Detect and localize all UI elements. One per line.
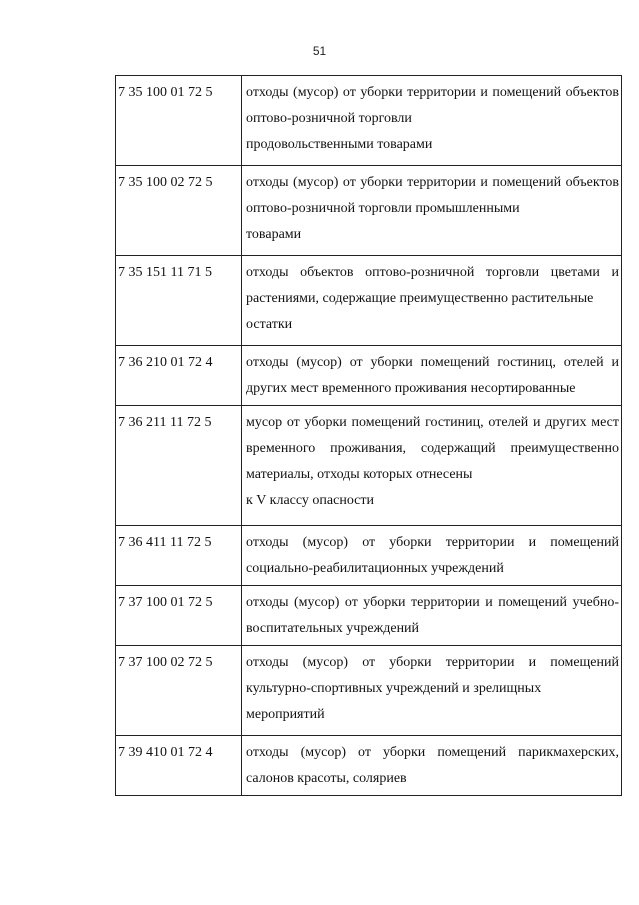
description-text: товарами — [246, 227, 302, 242]
waste-description-cell — [242, 526, 622, 586]
table-row — [116, 166, 622, 256]
waste-description-cell — [242, 736, 622, 796]
waste-description-cell — [242, 646, 622, 736]
description-text: отходы (мусор) от уборки территории и помещений объектов оптово-розничной торговли промышленными — [246, 175, 619, 216]
waste-code-cell: 7 35 151 11 71 5 — [116, 256, 242, 346]
waste-code-cell: 7 36 211 11 72 5 — [116, 406, 242, 526]
table-row — [116, 736, 622, 796]
waste-code-cell: 7 37 100 02 72 5 — [116, 646, 242, 736]
waste-code-cell: 7 36 210 01 72 4 — [116, 346, 242, 406]
table-row — [116, 646, 622, 736]
table-row — [116, 256, 622, 346]
waste-code-cell: 7 35 100 02 72 5 — [116, 166, 242, 256]
waste-code-cell: 7 39 410 01 72 4 — [116, 736, 242, 796]
waste-code-cell: 7 36 411 11 72 5 — [116, 526, 242, 586]
description-text: отходы (мусор) от уборки помещений парикмахерских, салонов красоты, соляриев — [246, 745, 619, 786]
waste-description-cell — [242, 406, 622, 526]
description-text: остатки — [246, 317, 293, 332]
waste-description-cell — [242, 346, 622, 406]
description-text: продовольственными товарами — [246, 137, 433, 152]
table-row — [116, 526, 622, 586]
waste-code-cell: 7 35 100 01 72 5 — [116, 76, 242, 166]
waste-description-cell — [242, 76, 622, 166]
description-text: отходы (мусор) от уборки территории и помещений учебно-воспитательных учреждений — [246, 595, 619, 636]
waste-code-cell: 7 37 100 01 72 5 — [116, 586, 242, 646]
table-row — [116, 346, 622, 406]
description-text: отходы (мусор) от уборки территории и помещений социально-реабилитационных учреждений — [246, 535, 619, 576]
table-row — [116, 76, 622, 166]
description-text: мероприятий — [246, 707, 325, 722]
waste-code-table — [115, 75, 622, 796]
table-row — [116, 586, 622, 646]
description-text: мусор от уборки помещений гостиниц, отелей и других мест временного проживания, содержащий преимущественно материалы, отходы которых отнесены — [246, 415, 619, 482]
description-text: к V классу опасности — [246, 493, 374, 508]
description-text: отходы (мусор) от уборки помещений гостиниц, отелей и других мест временного проживания несортированные — [246, 355, 619, 396]
table-row — [116, 406, 622, 526]
description-text: отходы (мусор) от уборки территории и помещений культурно-спортивных учреждений и зрелищных — [246, 655, 619, 696]
description-text: отходы объектов оптово-розничной торговли цветами и растениями, содержащие преимущественно растительные — [246, 265, 619, 306]
description-text: отходы (мусор) от уборки территории и помещений объектов оптово-розничной торговли — [246, 85, 619, 126]
waste-description-cell — [242, 586, 622, 646]
page-number: 51 — [312, 44, 327, 58]
waste-description-cell — [242, 166, 622, 256]
waste-description-cell — [242, 256, 622, 346]
